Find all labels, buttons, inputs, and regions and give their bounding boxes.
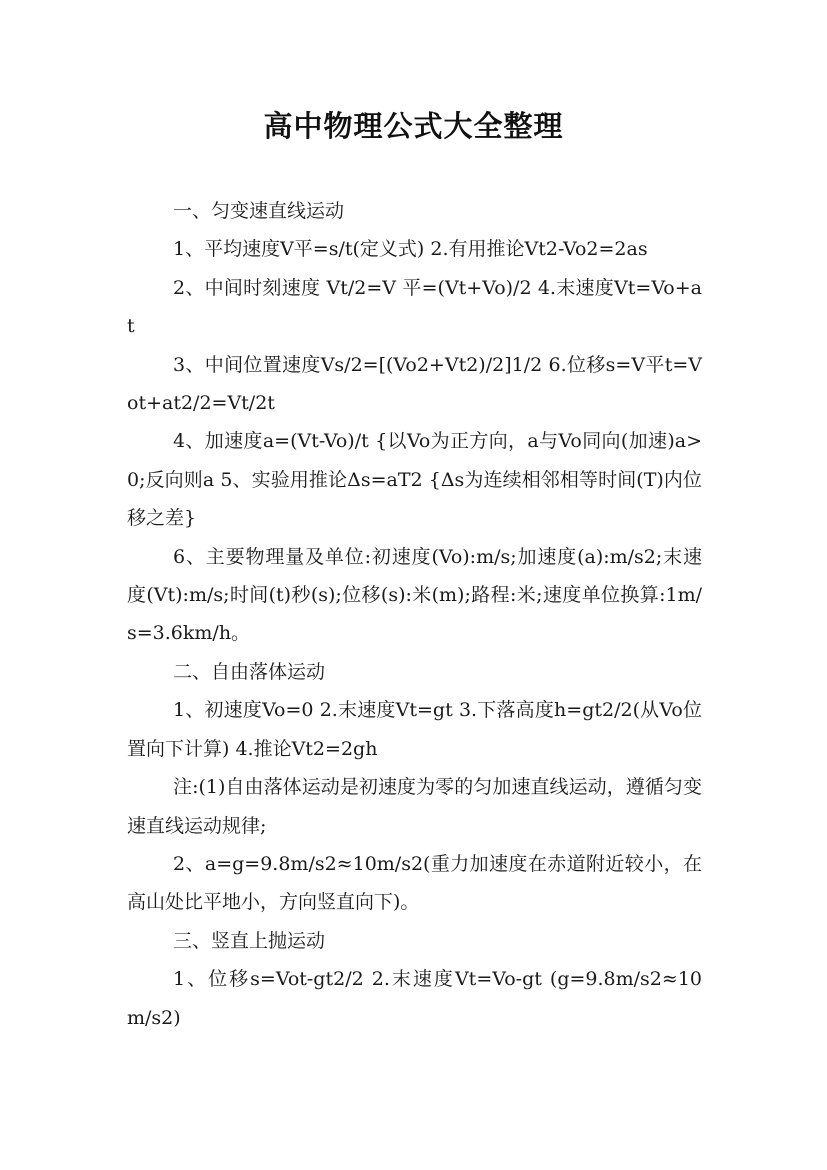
- paragraph: 1、初速度Vo=0 2.末速度Vt=gt 3.下落高度h=gt2/2(从Vo位置向下计算) 4.推论Vt2=2gh: [127, 699, 702, 760]
- paragraph: 1、平均速度V平=s/t(定义式) 2.有用推论Vt2-Vo2=2as: [173, 238, 648, 261]
- paragraph: 2、a=g=9.8m/s2≈10m/s2(重力加速度在赤道附近较小，在高山处比平地小，方向竖直向下)。: [127, 852, 702, 914]
- paragraph: 4、加速度a=(Vt-Vo)/t {以Vo为正方向，a与Vo同向(加速)a>0;反向则a 5、实验用推论Δs=aT2 {Δs为连续相邻相等时间(T)内位移之差}: [127, 430, 702, 530]
- section-heading-2: 二、自由落体运动: [173, 660, 326, 683]
- paragraph: 6、主要物理量及单位:初速度(Vo):m/s;加速度(a):m/s2;末速度(Vt):m/s;时间(t)秒(s);位移(s):米(m);路程:米;速度单位换算:1m/s=3.6km/h。: [127, 545, 702, 645]
- document-title: 高中物理公式大全整理: [263, 109, 564, 143]
- document-body: [127, 192, 702, 1037]
- paragraph: 2、中间时刻速度 Vt/2=V 平=(Vt+Vo)/2 4.末速度Vt=Vo+at: [127, 276, 702, 338]
- section-heading-3: 三、竖直上抛运动: [173, 929, 326, 952]
- section-heading-1: 一、匀变速直线运动: [173, 200, 345, 222]
- paragraph: 1、位移s=Vot-gt2/2 2.末速度Vt=Vo-gt (g=9.8m/s2≈10m/s2): [127, 968, 702, 1029]
- paragraph: 3、中间位置速度Vs/2=[(Vo2+Vt2)/2]1/2 6.位移s=V平t=Vot+at2/2=Vt/2t: [127, 353, 702, 415]
- note-paragraph: 注:(1)自由落体运动是初速度为零的匀加速直线运动，遵循匀变速直线运动规律;: [127, 776, 702, 837]
